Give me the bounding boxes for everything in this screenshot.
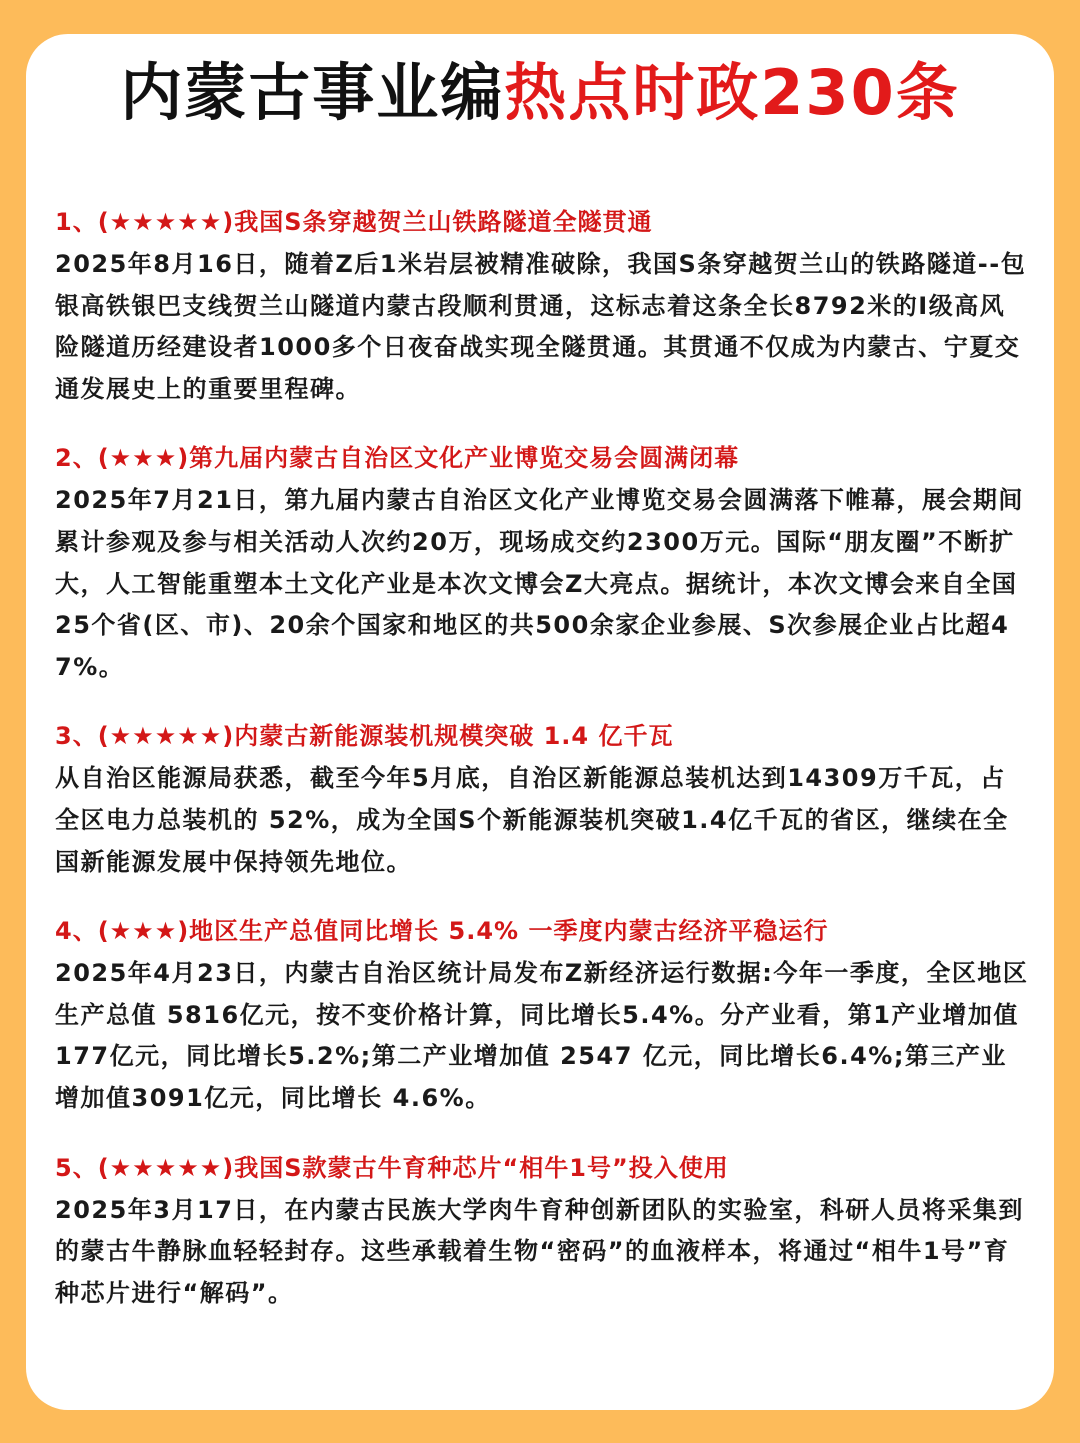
- news-item-5: [55, 1146, 1030, 1315]
- news-item-title: 5、(★★★★★)我国S款蒙古牛育种芯片“相牛1号”投入使用: [55, 1153, 729, 1182]
- news-item-body: 2025年8月16日，随着Z后1米岩层被精准破除，我国S条穿越贺兰山的铁路隧道--包银高铁银巴支线贺兰山隧道内蒙古段顺利贯通，这标志着这条全长8792米的I级高风险隧道历经建设者1000多个日夜奋战实现全隧贯通。其贯通不仅成为内蒙古、宁夏交通发展史上的重要里程碑。: [55, 250, 1027, 403]
- title-part-1: 内蒙古事业编: [120, 56, 505, 129]
- news-item-body: 2025年3月17日，在内蒙古民族大学肉牛育种创新团队的实验室，科研人员将采集到的蒙古牛静脉血轻轻封存。这些承载着生物“密码”的血液样本，将通过“相牛1号”育种芯片进行“解码”。: [55, 1195, 1024, 1307]
- news-item-4: [55, 909, 1030, 1119]
- news-list: [55, 200, 1030, 1314]
- news-item-3: [55, 714, 1030, 883]
- news-item-2: [55, 436, 1030, 688]
- news-item-title: 4、(★★★)地区生产总值同比增长 5.4% 一季度内蒙古经济平稳运行: [55, 917, 829, 946]
- news-item-body: 2025年7月21日，第九届内蒙古自治区文化产业博览交易会圆满落下帷幕，展会期间累计参观及参与相关活动人次约20万，现场成交约2300万元。国际“朋友圈”不断扩大，人工智能重塑本土文化产业是本次文博会Z大亮点。据统计，本次文博会来自全国25个省(区、市)、20余个国家和地区的共500余家企业参展、S次参展企业占比超47%。: [55, 486, 1024, 681]
- news-item-1: [55, 200, 1030, 410]
- news-item-title: 3、(★★★★★)内蒙古新能源装机规模突破 1.4 亿千瓦: [55, 722, 674, 751]
- news-item-title: 1、(★★★★★)我国S条穿越贺兰山铁路隧道全隧贯通: [55, 208, 653, 236]
- news-item-body: 从自治区能源局获悉，截至今年5月底，自治区新能源总装机达到14309万千瓦，占全区电力总装机的 52%，成为全国S个新能源装机突破1.4亿千瓦的省区，继续在全国新能源发展中保持领先地位。: [55, 764, 1009, 876]
- news-item-title: 2、(★★★)第九届内蒙古自治区文化产业博览交易会圆满闭幕: [55, 444, 740, 473]
- news-item-body: 2025年4月23日，内蒙古自治区统计局发布Z新经济运行数据:今年一季度，全区地区生产总值 5816亿元，按不变价格计算，同比增长5.4%。分产业看，第1产业增加值177亿元，同比增长5.2%;第二产业增加值 2547 亿元，同比增长6.4%;第三产业增加值3091亿元，同比增长 4.6%。: [55, 959, 1029, 1112]
- page-title: [0, 52, 1080, 134]
- title-part-2: 热点时政230条: [504, 56, 960, 129]
